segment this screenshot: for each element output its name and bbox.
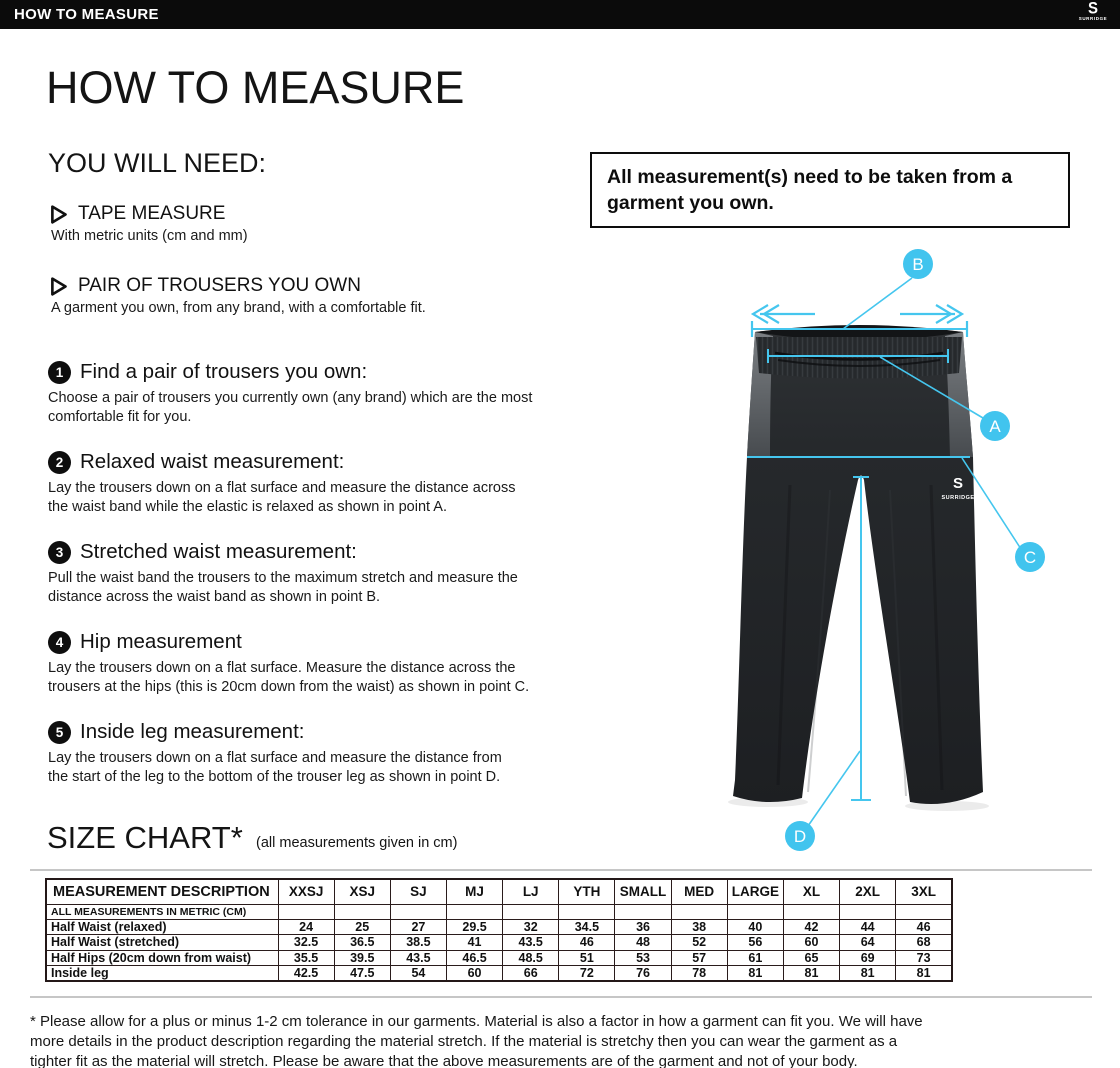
size-value: 64 — [840, 935, 896, 951]
empty-cell — [896, 904, 952, 919]
size-column-header: MEASUREMENT DESCRIPTION — [46, 879, 278, 904]
empty-cell — [334, 904, 390, 919]
table-row — [46, 966, 952, 982]
step-1 — [48, 360, 563, 426]
metric-note-cell: ALL MEASUREMENTS IN METRIC (CM) — [46, 904, 278, 919]
row-label: Half Hips (20cm down from waist) — [46, 950, 278, 966]
size-chart-table — [45, 878, 953, 982]
size-column-header: XXSJ — [278, 879, 334, 904]
size-value: 46 — [896, 919, 952, 935]
step-body-line: trousers at the hips (this is 20cm down from the waist) as shown in point C. — [48, 678, 530, 695]
size-column-header: YTH — [559, 879, 615, 904]
need-item-description: A garment you own, from any brand, with a comfortable fit. — [51, 300, 426, 316]
size-column-header: MJ — [446, 879, 502, 904]
size-value: 60 — [783, 935, 839, 951]
size-column-header: MED — [671, 879, 727, 904]
step-5 — [48, 720, 563, 786]
size-value: 76 — [615, 966, 671, 982]
size-column-header: SMALL — [615, 879, 671, 904]
size-value: 57 — [671, 950, 727, 966]
row-label: Half Waist (stretched) — [46, 935, 278, 951]
size-value: 52 — [671, 935, 727, 951]
step-body-line: Lay the trousers down on a flat surface and measure the distance across — [48, 480, 516, 496]
notice-line: All measurement(s) need to be taken from a — [607, 166, 1013, 188]
size-value: 66 — [503, 966, 559, 982]
size-value: 65 — [783, 950, 839, 966]
footnote — [30, 1012, 1080, 1068]
divider — [30, 869, 1092, 871]
row-label: Inside leg — [46, 966, 278, 982]
step-title: Hip measurement — [80, 630, 242, 653]
point-a-label: A — [989, 417, 1001, 436]
empty-cell — [615, 904, 671, 919]
step-3 — [48, 540, 563, 606]
trousers-diagram — [690, 240, 1120, 868]
size-value: 41 — [446, 935, 502, 951]
size-value: 73 — [896, 950, 952, 966]
surridge-logo-text: SURRIDGE — [1078, 16, 1108, 21]
trousers-image — [733, 325, 983, 804]
size-value: 43.5 — [390, 950, 446, 966]
size-column-header: SJ — [390, 879, 446, 904]
step-body — [48, 389, 563, 426]
size-value: 40 — [727, 919, 783, 935]
size-value: 48.5 — [503, 950, 559, 966]
empty-cell — [727, 904, 783, 919]
size-value: 51 — [559, 950, 615, 966]
size-value: 54 — [390, 966, 446, 982]
garment-surridge-s-icon: S — [952, 475, 964, 492]
footnote-line: more details in the product description regarding the material stretch. If the material is stretchy then you can wear the garment as a — [30, 1033, 898, 1050]
size-value: 43.5 — [503, 935, 559, 951]
empty-cell — [671, 904, 727, 919]
play-triangle-icon — [48, 276, 69, 297]
empty-cell — [278, 904, 334, 919]
step-body-line: Lay the trousers down on a flat surface. Measure the distance across the — [48, 660, 516, 676]
step-number-badge: 4 — [48, 631, 71, 654]
empty-cell — [446, 904, 502, 919]
surridge-s-icon: S — [1087, 0, 1098, 19]
size-chart-subheading: (all measurements given in cm) — [256, 835, 458, 851]
size-value: 24 — [278, 919, 334, 935]
size-value: 61 — [727, 950, 783, 966]
need-item-title: PAIR OF TROUSERS YOU OWN — [78, 275, 361, 296]
instructions-column — [48, 148, 596, 838]
footnote-line: * Please allow for a plus or minus 1-2 cm tolerance in our garments. Material is also a factor in how a garment can fit you. We will have — [30, 1013, 923, 1030]
step-body-line: the start of the leg to the bottom of the trouser leg as shown in point D. — [48, 768, 501, 785]
step-title: Inside leg measurement: — [80, 720, 305, 743]
you-will-need-heading: YOU WILL NEED: — [48, 148, 267, 178]
step-body-line: Choose a pair of trousers you currently own (any brand) which are the most — [48, 390, 533, 406]
step-body-line: comfortable fit for you. — [48, 408, 192, 425]
step-body — [48, 479, 563, 516]
top-bar — [0, 0, 1120, 29]
size-value: 42.5 — [278, 966, 334, 982]
step-body — [48, 749, 563, 786]
size-value: 38 — [671, 919, 727, 935]
notice-line: garment you own. — [607, 192, 774, 214]
size-value: 35.5 — [278, 950, 334, 966]
step-4 — [48, 630, 563, 696]
size-value: 56 — [727, 935, 783, 951]
play-triangle-icon — [48, 204, 69, 225]
empty-cell — [559, 904, 615, 919]
need-item-trousers — [48, 275, 426, 316]
notice-box — [590, 152, 1070, 228]
size-value: 42 — [783, 919, 839, 935]
point-d-label: D — [793, 827, 807, 846]
step-2 — [48, 450, 563, 516]
empty-cell — [840, 904, 896, 919]
step-title: Find a pair of trousers you own: — [80, 360, 368, 383]
size-value: 60 — [446, 966, 502, 982]
size-column-header: XL — [783, 879, 839, 904]
size-value: 53 — [615, 950, 671, 966]
need-item-tape-measure — [48, 203, 248, 244]
size-value: 39.5 — [334, 950, 390, 966]
size-value: 32 — [503, 919, 559, 935]
step-body — [48, 569, 563, 606]
empty-cell — [503, 904, 559, 919]
table-row — [46, 919, 952, 935]
step-number-badge: 2 — [48, 451, 71, 474]
step-body-line: the waist band while the elastic is relaxed as shown in point A. — [48, 498, 447, 515]
step-title: Relaxed waist measurement: — [80, 450, 345, 473]
page-title: HOW TO MEASURE — [46, 62, 465, 113]
step-body-line: distance across the waist band as shown in point B. — [48, 588, 381, 605]
size-value: 81 — [783, 966, 839, 982]
size-value: 25 — [334, 919, 390, 935]
size-value: 34.5 — [559, 919, 615, 935]
step-number-badge: 3 — [48, 541, 71, 564]
size-value: 32.5 — [278, 935, 334, 951]
size-column-header: LARGE — [727, 879, 783, 904]
size-value: 38.5 — [390, 935, 446, 951]
surridge-logo — [1069, 1, 1117, 22]
step-body-line: Lay the trousers down on a flat surface and measure the distance from — [48, 750, 502, 766]
need-item-description: With metric units (cm and mm) — [51, 228, 248, 244]
size-value: 48 — [615, 935, 671, 951]
size-value: 81 — [727, 966, 783, 982]
size-value: 69 — [840, 950, 896, 966]
empty-cell — [783, 904, 839, 919]
size-column-header: LJ — [503, 879, 559, 904]
size-value: 44 — [840, 919, 896, 935]
size-value: 68 — [896, 935, 952, 951]
table-row — [46, 950, 952, 966]
size-value: 81 — [896, 966, 952, 982]
garment-surridge-logo-text: SURRIDGE — [941, 495, 975, 501]
size-value: 47.5 — [334, 966, 390, 982]
size-value: 46 — [559, 935, 615, 951]
step-title: Stretched waist measurement: — [80, 540, 357, 563]
divider — [30, 996, 1092, 998]
size-value: 36.5 — [334, 935, 390, 951]
size-value: 81 — [840, 966, 896, 982]
point-c-label: C — [1023, 548, 1037, 567]
step-body-line: Pull the waist band the trousers to the maximum stretch and measure the — [48, 570, 518, 586]
empty-cell — [390, 904, 446, 919]
row-label: Half Waist (relaxed) — [46, 919, 278, 935]
step-number-badge: 5 — [48, 721, 71, 744]
size-value: 29.5 — [446, 919, 502, 935]
footnote-line: tighter fit as the material will stretch. Please be aware that the above measurements are of the garment and not of your body. — [30, 1053, 858, 1068]
size-value: 46.5 — [446, 950, 502, 966]
need-item-title: TAPE MEASURE — [78, 203, 226, 224]
size-value: 72 — [559, 966, 615, 982]
size-value: 36 — [615, 919, 671, 935]
size-chart-heading: SIZE CHART* — [47, 820, 243, 855]
top-bar-title: HOW TO MEASURE — [14, 6, 159, 23]
size-column-header: XSJ — [334, 879, 390, 904]
size-column-header: 2XL — [840, 879, 896, 904]
size-column-header: 3XL — [896, 879, 952, 904]
table-row — [46, 935, 952, 951]
size-value: 27 — [390, 919, 446, 935]
step-number-badge: 1 — [48, 361, 71, 384]
size-value: 78 — [671, 966, 727, 982]
point-b-label: B — [912, 255, 924, 274]
step-body — [48, 659, 563, 696]
